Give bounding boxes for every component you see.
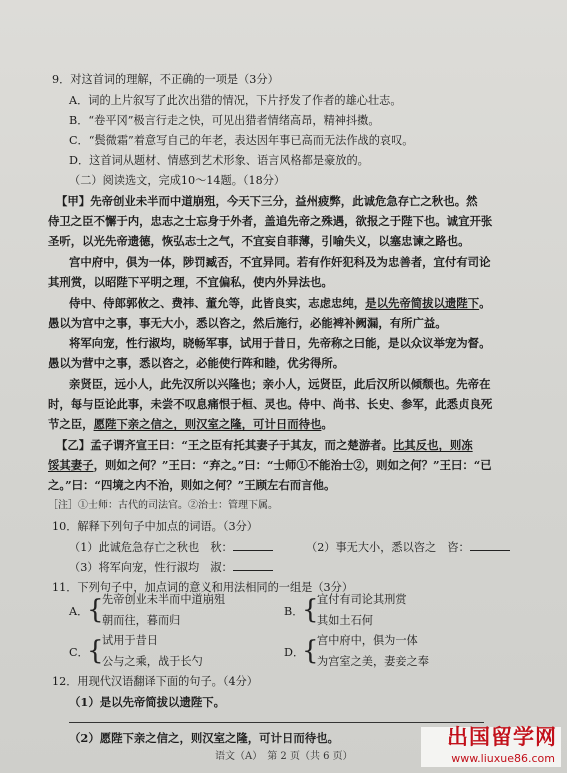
passage-jia-line: 时，每与臣论此事，未尝不叹息痛恨于桓、灵也。侍中、尚书、长史、参军，此悉贞良死 (48, 397, 493, 411)
answer-blank[interactable] (470, 540, 510, 551)
passage-jia-line: 亲贤臣，远小人，此先汉所以兴隆也；亲小人，远贤臣，此后汉所以倾颓也。先帝在 (69, 377, 491, 391)
q11-c-sentence-2: 公与之乘，战于长勺 (102, 655, 203, 668)
passage-jia-tag: 【甲】 (56, 194, 91, 208)
q12-sentence-2: （2）愿陛下亲之信之，则汉室之隆，可计日而待也。 (69, 731, 339, 745)
q9-option-b: B．“卷平冈”极言行走之快，可见出猎者情绪高昂，精神抖擞。 (69, 114, 380, 127)
answer-line[interactable] (69, 722, 484, 723)
left-brace-icon: { (302, 636, 319, 666)
answer-blank[interactable] (233, 540, 273, 551)
q11-option-c-label: C． (69, 646, 89, 659)
passage-yi-line: 之。”曰：“四境之内不治，则如之何？”王顾左右而言他。 (48, 478, 336, 492)
underlined-sentence-1: 是以先帝简拔以遗陛下 (365, 296, 480, 310)
q11-d-sentence-1: 宫中府中，俱为一体 (317, 634, 418, 647)
q10-item-2: （2）事无大小，悉以咨之 咨： (306, 540, 510, 555)
passage-jia-line: 宫中府中，俱为一体，陟罚臧否，不宜异同。若有作奸犯科及为忠善者，宜付有司论 (69, 255, 491, 269)
passage-jia-line: 侍卫之臣不懈于内，忠志之士忘身于外者，盖追先帝之殊遇，欲报之于陛下也。诚宜开张 (48, 214, 493, 228)
passage-jia-line: 愚以为营中之事，悉以咨之，必能使行阵和睦，优劣得所。 (48, 356, 345, 370)
q10-item-3: （3）将军向宠，性行淑均 淑： (69, 560, 273, 575)
left-brace-icon: { (302, 595, 319, 625)
q11-option-b-label: B． (284, 605, 304, 618)
q11-c-sentence-1: 试用于昔日 (102, 634, 158, 647)
q9-option-c: C．“鬓微霜”着意写自己的年老，表达因年事已高而无法作战的哀叹。 (69, 134, 414, 147)
q12-sentence-1: （1）是以先帝简拔以遗陛下。 (69, 695, 226, 709)
watermark-logo: 出国留学网 (447, 725, 557, 749)
q11-option-a-label: A． (69, 605, 89, 618)
answer-blank[interactable] (233, 560, 273, 571)
passage-jia-line: 节之臣，愿陛下亲之信之，则汉室之隆，可计日而待也。 (48, 417, 333, 431)
q11-stem: 11．下列句子中，加点词的意义和用法相同的一组是（3分） (52, 581, 354, 594)
q11-b-sentence-2: 其如土石何 (317, 614, 373, 627)
passage-yi-line: 馁其妻子，则如之何？”王曰：“弃之。”曰：“士师①不能治士②，则如之何？”王曰：“已 (48, 458, 492, 472)
left-brace-icon: { (87, 595, 104, 625)
underlined-sentence-2: 愿陛下亲之信之，则汉室之隆，可计日而待也 (93, 417, 322, 431)
q12-stem: 12．用现代汉语翻译下面的句子。（4分） (52, 675, 258, 688)
q11-a-sentence-1: 先帝创业未半而中道崩殂 (102, 593, 226, 606)
q9-stem: 9．对这首词的理解，不正确的一项是（3分） (52, 73, 279, 86)
q11-a-sentence-2: 朝而往，暮而归 (102, 614, 181, 627)
annotation: ［注］①士师：古代的司法官。②治士：管理下属。 (48, 500, 278, 511)
left-brace-icon: { (87, 636, 104, 666)
q9-option-d: D．这首词从题材、情感到艺术形象、语言风格都是豪放的。 (69, 154, 369, 167)
passage-jia-line: 【甲】先帝创业未半而中道崩殂，今天下三分，益州疲弊，此诚危急存亡之秋也。然 (56, 194, 478, 208)
watermark-url[interactable]: www.liuxue86.com (451, 752, 555, 765)
passage-jia-line: 其刑赏，以昭陛下平明之理，不宜偏私，使内外异法也。 (48, 275, 333, 289)
passage-jia-line: 侍中、侍郎郭攸之、费祎、董允等，此皆良实，志虑忠纯，是以先帝简拔以遗陛下。 (69, 296, 491, 310)
q11-option-d-label: D． (284, 646, 305, 659)
passage-jia-line: 圣听，以光先帝遗德，恢弘志士之气，不宜妄自菲薄，引喻失义，以塞忠谏之路也。 (48, 234, 470, 248)
section-heading: （二）阅读选文，完成10～14题。（18分） (69, 174, 286, 187)
q10-stem: 10．解释下列句子中加点的词语。（3分） (52, 520, 258, 533)
page-footer: 语文（A） 第 2 页（共 6 页） (215, 751, 353, 762)
q11-b-sentence-1: 宜付有司论其刑赏 (317, 593, 407, 606)
q10-item-1: （1）此诚危急存亡之秋也 秋： (69, 540, 273, 555)
passage-yi-line: 【乙】孟子谓齐宣王曰：“王之臣有托其妻子于其友，而之楚游者。比其反也，则冻 (56, 438, 473, 452)
passage-yi-tag: 【乙】 (56, 438, 91, 452)
passage-jia-line: 愚以为宫中之事，事无大小，悉以咨之，然后施行，必能裨补阙漏，有所广益。 (48, 316, 447, 330)
q9-option-a: A．词的上片叙写了此次出猎的情况，下片抒发了作者的雄心壮志。 (69, 94, 402, 107)
passage-jia-line: 将军向宠，性行淑均，晓畅军事，试用于昔日，先帝称之曰能，是以众议举宠为督。 (69, 336, 491, 350)
q11-d-sentence-2: 为宫室之美，妻妾之奉 (317, 655, 429, 668)
